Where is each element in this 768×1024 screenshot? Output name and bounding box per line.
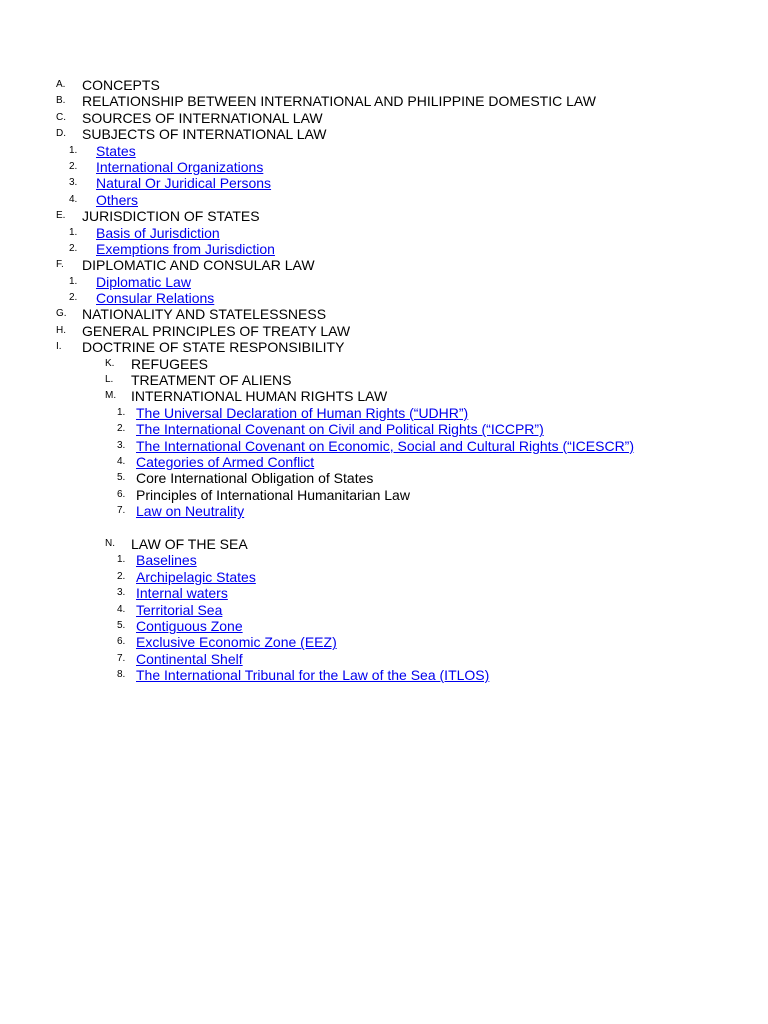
list-marker: F. — [56, 259, 64, 271]
outline-link[interactable]: Diplomatic Law — [96, 273, 191, 290]
outline-link-item[interactable] — [0, 651, 768, 667]
list-marker: 1. — [69, 275, 78, 287]
outline-link[interactable]: Territorial Sea — [136, 601, 223, 618]
outline-link[interactable]: Basis of Jurisdiction — [96, 224, 220, 241]
outline-link[interactable]: The Universal Declaration of Human Rights (“UDHR”) — [136, 404, 469, 421]
outline-label: GENERAL PRINCIPLES OF TREATY LAW — [82, 322, 351, 339]
outline-heading-item — [0, 306, 768, 322]
list-marker: B. — [56, 95, 66, 107]
outline-label: DOCTRINE OF STATE RESPONSIBILITY — [82, 339, 345, 356]
outline-link-item[interactable] — [0, 503, 768, 519]
outline-link[interactable]: Others — [96, 191, 139, 208]
list-marker: 1. — [117, 554, 126, 566]
outline-link[interactable]: Continental Shelf — [136, 650, 243, 667]
outline-link-item[interactable] — [0, 569, 768, 585]
list-marker: 3. — [117, 439, 126, 451]
list-marker: 3. — [69, 177, 78, 189]
outline-label: REFUGEES — [131, 355, 209, 372]
outline-link-item[interactable] — [0, 225, 768, 241]
list-marker: 1. — [69, 226, 78, 238]
outline-link-item[interactable] — [0, 241, 768, 257]
list-marker: 2. — [69, 160, 78, 172]
outline-heading-item — [0, 126, 768, 142]
outline-heading-item — [0, 487, 768, 503]
list-marker: G. — [56, 308, 67, 320]
outline-link[interactable]: Consular Relations — [96, 290, 215, 307]
outline-link-item[interactable] — [0, 175, 768, 191]
list-marker: C. — [56, 111, 66, 123]
list-marker: 1. — [117, 406, 126, 418]
outline-label: LAW OF THE SEA — [131, 535, 248, 552]
outline-link[interactable]: The International Covenant on Civil and Political Rights (“ICCPR”) — [136, 421, 544, 438]
document-outline — [0, 77, 768, 683]
outline-heading-item — [0, 93, 768, 109]
list-marker: 2. — [117, 423, 126, 435]
outline-heading-item — [0, 339, 768, 355]
outline-label: Core International Obligation of States — [136, 470, 374, 487]
outline-link-item[interactable] — [0, 552, 768, 568]
list-marker: 4. — [117, 603, 126, 615]
outline-link-item[interactable] — [0, 438, 768, 454]
list-marker: 3. — [117, 587, 126, 599]
outline-heading-item — [0, 388, 768, 404]
outline-link-item[interactable] — [0, 602, 768, 618]
list-marker: 7. — [117, 652, 126, 664]
outline-link[interactable]: Categories of Armed Conflict — [136, 453, 315, 470]
list-marker: 8. — [117, 669, 126, 681]
outline-link[interactable]: The International Tribunal for the Law of the Sea (ITLOS) — [136, 667, 490, 684]
list-marker: 6. — [117, 636, 126, 648]
spacer — [0, 520, 768, 536]
outline-link[interactable]: The International Covenant on Economic, Social and Cultural Rights (“ICESCR”) — [136, 437, 635, 454]
outline-link-item[interactable] — [0, 159, 768, 175]
outline-link[interactable]: International Organizations — [96, 158, 264, 175]
outline-label: SUBJECTS OF INTERNATIONAL LAW — [82, 126, 327, 143]
outline-link-item[interactable] — [0, 421, 768, 437]
list-marker: L. — [105, 374, 114, 386]
outline-label: Principles of International Humanitarian Law — [136, 486, 410, 503]
list-marker: 5. — [117, 619, 126, 631]
outline-link-item[interactable] — [0, 618, 768, 634]
list-marker: I. — [56, 341, 62, 353]
outline-label: CONCEPTS — [82, 77, 160, 93]
outline-link-item[interactable] — [0, 634, 768, 650]
outline-heading-item — [0, 356, 768, 372]
list-marker: 6. — [117, 488, 126, 500]
list-marker: 1. — [69, 144, 78, 156]
outline-label: DIPLOMATIC AND CONSULAR LAW — [82, 257, 315, 274]
outline-label: NATIONALITY AND STATELESSNESS — [82, 306, 327, 323]
list-marker: D. — [56, 128, 66, 140]
outline-link-item[interactable] — [0, 143, 768, 159]
outline-heading-item — [0, 536, 768, 552]
outline-label: JURISDICTION OF STATES — [82, 208, 260, 225]
outline-link[interactable]: Internal waters — [136, 585, 228, 602]
outline-link-item[interactable] — [0, 290, 768, 306]
outline-link[interactable]: Baselines — [136, 552, 197, 569]
list-marker: A. — [56, 79, 66, 90]
list-marker: E. — [56, 210, 66, 222]
outline-label: RELATIONSHIP BETWEEN INTERNATIONAL AND PHILIPPINE DOMESTIC LAW — [82, 93, 596, 110]
outline-link-item[interactable] — [0, 667, 768, 683]
outline-heading-item — [0, 77, 768, 93]
outline-link[interactable]: Exclusive Economic Zone (EEZ) — [136, 634, 337, 651]
outline-heading-item — [0, 470, 768, 486]
list-marker: N. — [105, 537, 115, 549]
list-marker: H. — [56, 324, 66, 336]
list-marker: 2. — [69, 242, 78, 254]
list-marker: 4. — [69, 193, 78, 205]
outline-heading-item — [0, 257, 768, 273]
outline-link-item[interactable] — [0, 454, 768, 470]
outline-heading-item — [0, 323, 768, 339]
outline-link[interactable]: Exemptions from Jurisdiction — [96, 240, 275, 257]
outline-heading-item — [0, 110, 768, 126]
outline-label: SOURCES OF INTERNATIONAL LAW — [82, 109, 323, 126]
list-marker: 2. — [117, 570, 126, 582]
list-marker: M. — [105, 390, 117, 402]
outline-link[interactable]: Contiguous Zone — [136, 617, 243, 634]
outline-heading-item — [0, 208, 768, 224]
list-marker: 7. — [117, 505, 126, 517]
outline-heading-item — [0, 372, 768, 388]
outline-link-item[interactable] — [0, 274, 768, 290]
outline-link-item[interactable] — [0, 405, 768, 421]
outline-label: TREATMENT OF ALIENS — [131, 372, 292, 389]
outline-link-item[interactable] — [0, 192, 768, 208]
outline-link[interactable]: Archipelagic States — [136, 568, 256, 585]
outline-label: INTERNATIONAL HUMAN RIGHTS LAW — [131, 388, 388, 405]
outline-link[interactable]: States — [96, 142, 136, 159]
outline-link-item[interactable] — [0, 585, 768, 601]
list-marker: 2. — [69, 292, 78, 304]
outline-link[interactable]: Natural Or Juridical Persons — [96, 175, 272, 192]
list-marker: K. — [105, 357, 115, 369]
list-marker: 4. — [117, 455, 126, 467]
outline-link[interactable]: Law on Neutrality — [136, 503, 245, 520]
list-marker: 5. — [117, 472, 126, 484]
